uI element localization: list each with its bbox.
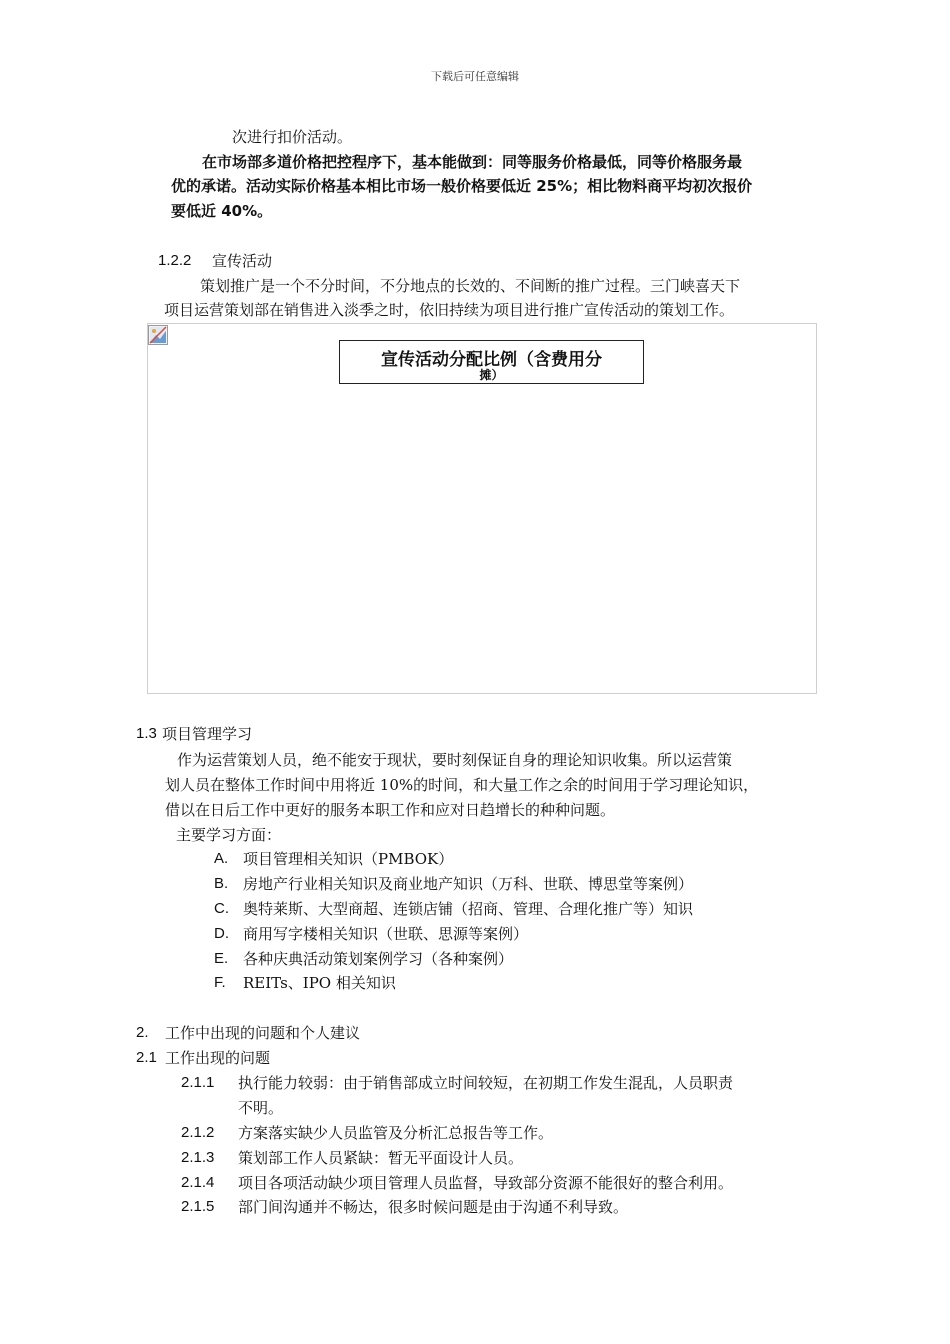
section-title-1-2-2: 宣传活动 [212, 252, 273, 270]
list-item: REITs、IPO 相关知识 [243, 974, 396, 992]
problem-text: 部门间沟通并不畅达，很多时候问题是由于沟通不利导致。 [238, 1198, 629, 1216]
bold-paragraph-line-2: 优的承诺。活动实际价格基本相比市场一般价格要低近 25%；相比物料商平均初次报价 [171, 177, 753, 195]
list-marker: D. [214, 925, 229, 942]
bold-paragraph-line-1: 在市场部多道价格把控程序下，基本能做到：同等服务价格最低，同等价格服务最 [202, 153, 743, 171]
list-marker: B. [214, 875, 229, 892]
section-number-2-1: 2.1 [136, 1049, 157, 1066]
chart-title-line-2: 摊） [479, 368, 504, 382]
list-item: 房地产行业相关知识及商业地产知识（万科、世联、博思堂等案例） [243, 875, 694, 893]
chart-title-line-1: 宣传活动分配比例（含费用分 [381, 350, 602, 370]
section-title-2: 工作中出现的问题和个人建议 [165, 1024, 361, 1042]
problem-number: 2.1.1 [181, 1074, 215, 1091]
paragraph-1-2-2-line-1: 策划推广是一个不分时间，不分地点的长效的、不间断的推广过程。三门峡喜天下 [200, 277, 741, 295]
problem-text: 项目各项活动缺少项目管理人员监督，导致部分资源不能很好的整合利用。 [238, 1174, 734, 1192]
section-number-2: 2. [136, 1024, 149, 1041]
problem-number: 2.1.3 [181, 1149, 215, 1166]
learning-intro: 主要学习方面： [176, 826, 282, 844]
bold-paragraph-line-3: 要低近 40%。 [171, 202, 273, 220]
paragraph-1-3-line-2: 划人员在整体工作时间中用将近 10%的时间，和大量工作之余的时间用于学习理论知识， [165, 776, 759, 794]
problem-number: 2.1.4 [181, 1174, 215, 1191]
problem-text: 方案落实缺少人员监管及分析汇总报告等工作。 [238, 1124, 554, 1142]
problem-text: 执行能力较弱：由于销售部成立时间较短，在初期工作发生混乱，人员职责 [238, 1074, 734, 1092]
paragraph-1-3-line-3: 借以在日后工作中更好的服务本职工作和应对日趋增长的种种问题。 [165, 801, 616, 819]
section-number-1-3: 1.3 [136, 725, 157, 742]
list-marker: F. [214, 974, 226, 991]
page-header: 下载后可任意编辑 [431, 70, 519, 83]
paragraph-1-3-line-1: 作为运营策划人员，绝不能安于现状，要时刻保证自身的理论知识收集。所以运营策 [177, 751, 733, 769]
list-marker: A. [214, 850, 229, 867]
problem-text: 策划部工作人员紧缺：暂无平面设计人员。 [238, 1149, 524, 1167]
list-marker: E. [214, 950, 229, 967]
chart-title-box [339, 340, 644, 384]
list-item: 商用写字楼相关知识（世联、思源等案例） [243, 925, 529, 943]
section-title-2-1: 工作出现的问题 [165, 1049, 271, 1067]
list-marker: C. [214, 900, 229, 917]
problem-number: 2.1.5 [181, 1198, 215, 1215]
paragraph-continuation: 次进行扣价活动。 [232, 128, 353, 146]
problem-text-continued: 不明。 [238, 1099, 284, 1117]
list-item: 项目管理相关知识（PMBOK） [243, 850, 454, 868]
list-item: 各种庆典活动策划案例学习（各种案例） [243, 950, 514, 968]
paragraph-1-2-2-line-2: 项目运营策划部在销售进入淡季之时，依旧持续为项目进行推广宣传活动的策划工作。 [164, 301, 735, 319]
section-title-1-3: 项目管理学习 [162, 725, 253, 743]
broken-image-icon [148, 325, 168, 345]
list-item: 奥特莱斯、大型商超、连锁店铺（招商、管理、合理化推广等）知识 [243, 900, 694, 918]
section-number-1-2-2: 1.2.2 [158, 252, 192, 269]
problem-number: 2.1.2 [181, 1124, 215, 1141]
